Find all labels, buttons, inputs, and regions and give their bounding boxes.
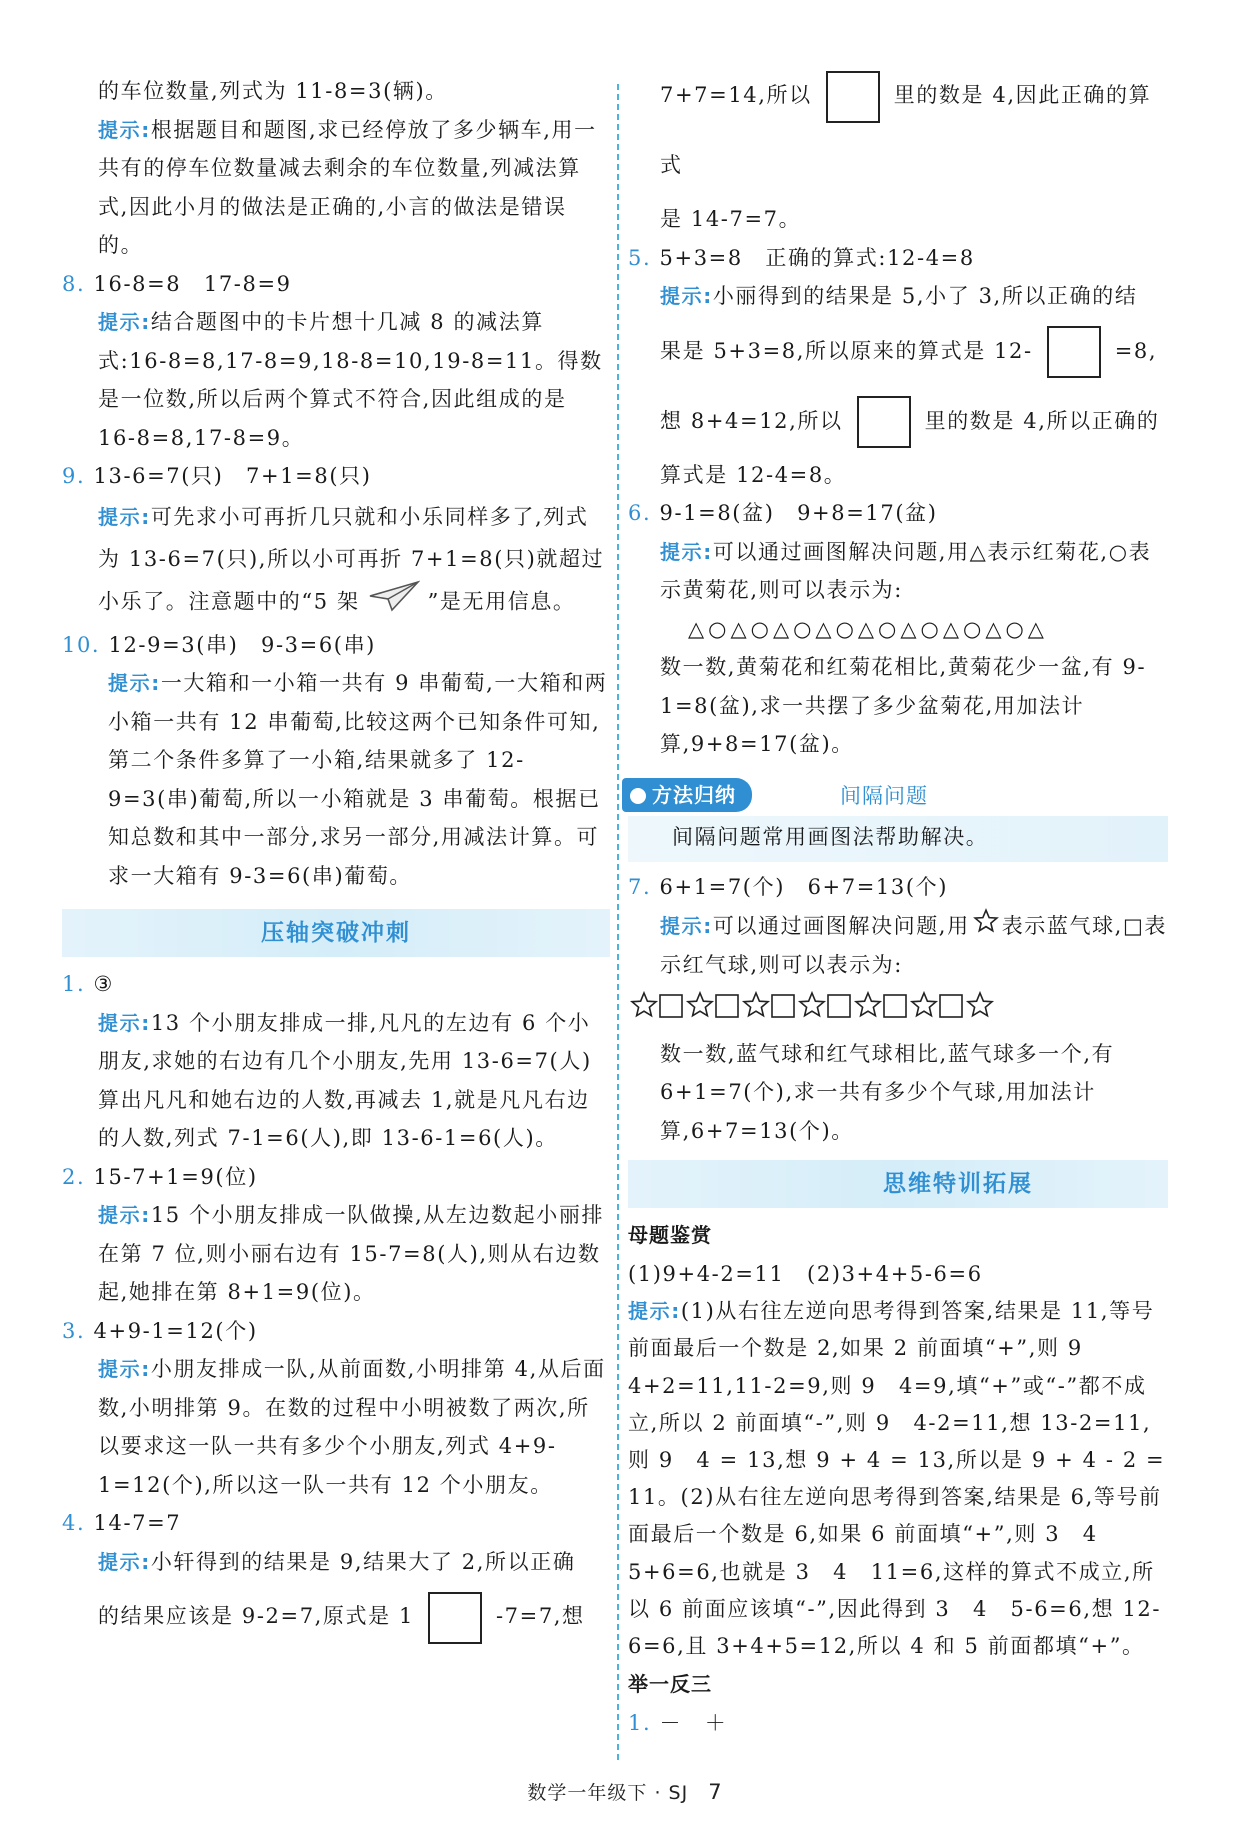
answer-text: 6+1=7(个) 6+7=13(个) [659,875,949,899]
tip-text: 里的数是 4,因此正确的算式 [660,83,1152,177]
tip-q5-line2 [628,316,1168,386]
question-number: 3. [62,1318,86,1343]
tip-text-tail: ”是无用信息。 [427,589,576,613]
tip-text: 13 个小朋友排成一排,凡凡的左边有 6 个小朋友,求她的右边有几个小朋友,先用 13-6=7(人)算出凡凡和她右边的人数,再减去 1,就是凡凡右边的人数,列式 7-1=6(人),即 13-6-1=6(人)。 [98,1010,592,1150]
tip-q5-line3 [628,386,1168,456]
answer-q6 [628,494,1168,533]
section-title: 思维特训拓展 [883,1171,1033,1198]
tip-q7-tail: 数一数,蓝气球和红气球相比,蓝气球多一个,有 6+1=7(个),求一共有多少个气球,用加法计算,6+7=13(个)。 [660,1041,1115,1143]
tip-text: 小朋友排成一队,从前面数,小明排第 4,从后面数,小明排第 9。在数的过程中小明被数了两次,所以要求这一队一共有多少个小朋友,列式 4+9-1=12(个),所以这一队一共有 12 个小朋友。 [98,1357,606,1497]
tip-label: 提示: [98,1010,151,1035]
answer-q3 [62,1312,610,1351]
answer-q7 [628,868,1168,907]
tip-text: =8, [1114,338,1158,363]
column-divider [617,84,619,1760]
tip-label: 提示: [98,310,151,334]
tip-q1 [62,1004,610,1158]
answer-j1 [628,1704,1168,1743]
question-number: 9. [62,464,86,488]
method-tag [622,778,752,812]
tip-text: 根据题目和题图,求已经停放了多少辆车,用一共有的停车位数量减去剩余的车位数量,列减法算式,因此小月的做法是正确的,小言的做法是错误的。 [98,117,597,257]
method-summary-banner [628,776,1168,816]
blank-box [826,71,880,123]
blank-box [1047,326,1101,378]
question-number: 2. [62,1164,86,1189]
q4-continued [628,60,1168,200]
tip-text: 7+7=14,所以 [660,83,812,107]
extension-heading: 举一反三 [628,1672,712,1697]
question-number: 5. [628,245,652,270]
tip-text: 15 个小朋友排成一队做操,从左边数起小丽排在第 7 位,则小丽右边有 15-7=8(人),则从右边数起,她排在第 8+1=9(位)。 [98,1203,605,1304]
tip-9 [62,496,610,626]
tip-q4 [62,1543,610,1582]
star-icon [973,908,999,947]
tip-label: 提示: [98,1549,151,1574]
tip-q5 [628,277,1168,316]
tip-label: 提示: [660,913,713,938]
answer-text: 4+9-1=12(个) [93,1318,258,1343]
tip-8 [62,303,610,457]
tip-label: 提示: [98,1203,151,1227]
tip-text: 可先求小可再折几只就和小乐同样多了,列式为 13-6=7(只),所以小可再折 7+1=8(只)就超过小乐了。注意题中的“5 架 [98,504,605,613]
blank-box [857,396,911,448]
answer-text: － ＋ [659,1710,728,1735]
section-heading-thinking [628,1160,1168,1208]
question-number: 4. [62,1511,86,1535]
tip-text: 的结果应该是 9-2=7,原式是 1 [98,1604,414,1628]
tip-label: 提示: [660,284,713,308]
answer-text: ③ [93,972,114,996]
tip-label: 提示: [98,1357,151,1381]
tip-q4-tail [62,1581,610,1651]
section-heading-breakthrough [62,909,610,957]
tip-text: 小丽得到的结果是 5,小了 3,所以正确的结 [712,284,1138,308]
question-number: 1. [628,1710,652,1735]
tip-label: 提示: [628,1299,681,1324]
question-number: 6. [628,501,652,525]
footer-subject: 数学一年级下 · SJ [527,1782,689,1804]
tip-text: 里的数是 4,所以正确的 [924,408,1160,433]
page-number: 7 [708,1780,723,1804]
tip-text: 一大箱和一小箱一共有 9 串葡萄,一大箱和两小箱一共有 12 串葡萄,比较这两个已知条件可知,第二个条件多算了一小箱,结果就多了 12-9=3(串)葡萄,所以一小箱就是 3 串葡萄。根据已知总数和其中一部分,求另一部分,用减法计算。可求一大箱有 9-3=6(串)葡萄。 [108,671,608,888]
tip-text: 表示蓝气球,□表示红气球,则可以表示为: [660,913,1168,978]
tip-q3 [62,1350,610,1504]
answer-q4 [62,1504,610,1543]
tip-label: 提示: [660,539,713,564]
tip-text-tail: -7=7,想 [495,1604,585,1628]
answer-q1 [62,965,610,1004]
blank-box [428,1592,482,1644]
answer-8 [62,265,610,304]
page-footer [0,1778,1250,1805]
question-number: 10. [62,632,101,657]
tip-label: 提示: [98,117,151,142]
answer-q2 [62,1158,610,1197]
tip-label: 提示: [108,671,161,695]
mother-question-tip [628,1293,1168,1665]
tip-q6 [628,533,1168,610]
tip-q2 [62,1196,610,1312]
tip-text: 果是 5+3=8,所以原来的算式是 12- [660,338,1033,363]
answer-q5 [628,239,1168,278]
answer-10 [62,626,610,665]
answer-9 [62,457,610,496]
answer-text: 5+3=8 正确的算式:12-4=8 [659,245,975,270]
tip-q6-tail: 数一数,黄菊花和红菊花相比,黄菊花少一盆,有 9-1=8(盆),求一共摆了多少盆菊花,用加法计算,9+8=17(盆)。 [660,655,1147,756]
tip-label: 提示: [98,504,151,529]
method-body: 间隔问题常用画图法帮助解决。 [628,816,1168,863]
balloon-shape-sequence [628,985,1168,1035]
tip-text: 想 8+4=12,所以 [660,408,843,433]
tip-text: 可以通过画图解决问题,用 [712,913,970,938]
flower-shape-sequence: △○△○△○△○△○△○△○△○△ [688,616,1048,641]
balloon-sequence-graphic [630,989,1010,1025]
tip-text: 可以通过画图解决问题,用△表示红菊花,○表示黄菊花,则可以表示为: [660,539,1152,602]
section-title: 压轴突破冲刺 [261,920,411,946]
question-number: 7. [628,875,652,899]
answer-text: 16-8=8 17-8=9 [93,271,292,296]
answer-text: 14-7=7 [93,1511,182,1535]
tip-q5-line4: 算式是 12-4=8。 [660,462,847,487]
tip-10 [62,664,610,895]
answer-text: 15-7+1=9(位) [93,1164,258,1189]
answer-text: 12-9=3(串) 9-3=6(串) [108,632,376,657]
continued-line: 的车位数量,列式为 11-8=3(辆)。 [98,79,448,103]
method-tag-label: 方法归纳 [652,782,736,807]
paper-plane-icon [368,580,420,626]
method-title: 间隔问题 [840,783,928,808]
right-column [628,72,1168,1742]
tip-text: (1)从右往左逆向思考得到答案,结果是 11,等号前面最后一个数是 2,如果 2 前面填“+”,则 9 4+2=11,11-2=9,则 9 4=9,填“+”或“-”都不成立,所以 2 前面填“-”,则 9 4-2=11,想 13-2=11,则 9 4 = 13,想 9 + 4 = 13,所以是 9 + 4 - 2 = 11。(2)从右往左逆向思考得到答案,结果是 6,等号前面最后一个数是 6,如果 6 前面填“+”,则 3 4 5+6=6,也就是 3 4 11=6,这样的算式不成立,所以 6 前面应该填“-”,因此得到 3 4 5-6=6,想 12-6=6,且 3+4+5=12,所以 4 和 5 前面都填“+”。 [628,1299,1166,1659]
lightbulb-icon [630,788,646,804]
tip-q7 [628,907,1168,985]
mother-question-answer: (1)9+4-2=11 (2)3+4+5-6=6 [628,1261,983,1286]
answer-text: 9-1=8(盆) 9+8=17(盆) [659,501,938,525]
left-column [62,72,610,1651]
question-number: 1. [62,972,86,996]
question-number: 8. [62,271,86,296]
tip-text: 结合题图中的卡片想十几减 8 的减法算式:16-8=8,17-8=9,18-8=10,19-8=11。得数是一位数,所以后两个算式不符合,因此组成的是 16-8=8,17-8=9。 [98,310,603,450]
tip-p7 [62,111,610,265]
answer-text: 13-6=7(只) 7+1=8(只) [93,464,372,488]
mother-question-heading: 母题鉴赏 [628,1223,712,1248]
tip-text: 小轩得到的结果是 9,结果大了 2,所以正确 [150,1549,576,1574]
q4-conclusion: 是 14-7=7。 [660,207,802,231]
